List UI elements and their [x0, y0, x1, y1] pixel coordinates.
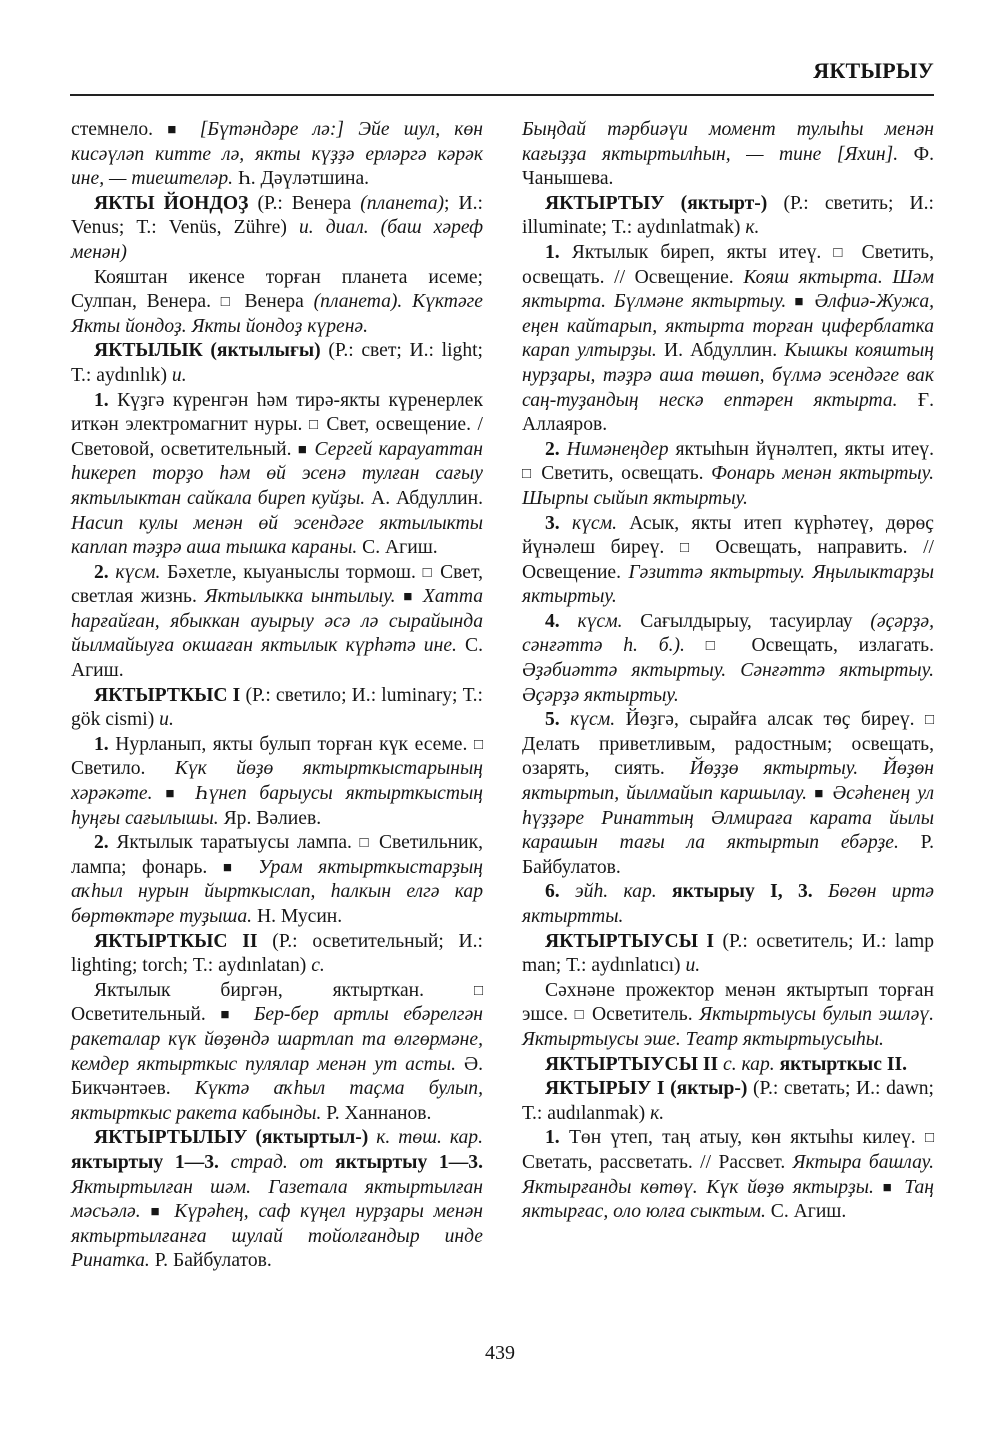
headword: ЯКТЫЛЫК (яктылығы): [94, 340, 321, 362]
right-column: [522, 118, 934, 1225]
translation-marker-icon: □: [473, 982, 483, 999]
translation-marker-icon: □: [473, 736, 483, 753]
headword: ЯКТЫРЫУ I (яктыр-): [545, 1078, 748, 1100]
italic-text: (планета). Күктәге Якты йондоҙ. Якты йондоҙ күренә.: [71, 291, 483, 337]
headword: 2.: [94, 561, 109, 583]
text: Ғ. Аллаяров.: [522, 389, 934, 436]
italic-text: Яктылыкка ынтылыу.: [204, 586, 396, 608]
italic-text: Күк йөҙө яктырткыстарының хәрәкәте.: [71, 758, 483, 805]
dictionary-paragraph: [522, 610, 934, 708]
text: Төн үтеп, таң атыу, көн яктыһы килеү.: [559, 1127, 925, 1149]
text: Нурланып, якты булып торған күк есеме.: [108, 733, 474, 755]
example-marker-icon: ■: [165, 786, 183, 803]
text: Венера: [234, 291, 314, 313]
headword: яктырткыс II.: [774, 1053, 907, 1075]
dictionary-paragraph: [71, 930, 483, 979]
italic-text: Урам яктырткыстарҙың аҡһыл нурын йырткыслап, һалкын елгә кар бөртөктәре туҙыша.: [71, 856, 484, 927]
dictionary-paragraph: [522, 1126, 934, 1224]
dictionary-paragraph: [71, 266, 483, 340]
dictionary-paragraph: [522, 1077, 934, 1126]
italic-text: и.: [171, 364, 187, 386]
text: Ф. Чанышева.: [522, 143, 935, 190]
italic-text: (әҫәрҙә, сәнғәттә һ. б.).: [522, 610, 934, 657]
italic-text: Әлфиә-Жужа, еңен кайтарып, яктырта торған циферблатка карап ултырҙы.: [522, 291, 935, 362]
dictionary-paragraph: [522, 438, 934, 512]
italic-text: с.: [311, 955, 325, 977]
dictionary-paragraph: [522, 1053, 934, 1078]
italic-text: күсм.: [559, 610, 623, 632]
italic-text: Бөгөн иртә яктыртты.: [522, 881, 934, 927]
italic-text: Гәзиттә яктыртыу. Яңылыктарҙы яктыртыу.: [522, 561, 934, 608]
text: Н. Мусин.: [252, 906, 343, 927]
dictionary-paragraph: [71, 389, 483, 561]
text: [874, 1177, 883, 1198]
text: Асык, якты итеп күрһәтеү, дөрөҫ йүнәлеш биреү.: [522, 512, 934, 559]
text: Свет, освещение. / Световой, осветительный.: [71, 414, 484, 460]
italic-text: Яктыртыусы булып эшләү. Яктыртыусы эше. Театр яктыртыусыһы.: [522, 1004, 934, 1050]
text: Күҙгә күренгән һәм тирә-якты күренерлек иткән электромагнит нуры.: [71, 389, 483, 436]
translation-marker-icon: □: [924, 1130, 934, 1147]
italic-text: Яктыра башлау. Яктырғанды көтөү. Күк йөҙө яктырҙы.: [522, 1151, 934, 1198]
text: Р. Байбулатов.: [149, 1250, 272, 1272]
text: С. Агиш.: [765, 1201, 847, 1223]
headword: яктыртыу 1—3.: [323, 1151, 484, 1173]
translation-marker-icon: □: [359, 835, 372, 852]
text: С. Агиш.: [71, 635, 484, 682]
text: Светильник, лампа; фонарь.: [71, 832, 484, 878]
text: С. Агиш.: [357, 537, 438, 559]
text: Освещать, излагать.: [730, 635, 934, 657]
text: Һ. Дәүләтшина.: [233, 168, 370, 190]
italic-text: Таң яктырғас, оло юлға сыктым.: [522, 1176, 934, 1223]
text: Яктылык таратыусы лампа.: [108, 832, 360, 854]
headword: ЯКТЫРТЫУ (яктырт-): [545, 192, 768, 214]
italic-text: Йөҙҙө яктыртыу. Йөҙөн яктыртып, йылмайып каршылау.: [522, 758, 934, 805]
text: Йөҙгә, сырайға алсак төҫ биреү.: [615, 709, 925, 731]
translation-marker-icon: □: [833, 244, 850, 261]
italic-text: и.: [159, 709, 174, 731]
italic-text: Бер-бер артлы ебәрелгән ракеталар күк йөҙөндә шартлап та өлгөрмәне, кемдер яктырткыс пулялар менән ут асты.: [71, 1004, 483, 1075]
headword: 6.: [545, 881, 560, 903]
page-number: 439: [485, 1342, 515, 1364]
italic-text: Әҙәбиәттә яктыртыу. Сәнғәттә яктыртыу. Әҫәрҙә яктыртыу.: [522, 660, 934, 706]
italic-text: с. кар.: [718, 1053, 775, 1075]
italic-text: Кышкы кояштың нурҙары, тәҙрә аша төшөп, бүлмә эсендәге вак саң-туҙандың нескә ептәрен яктырта.: [522, 340, 934, 411]
example-marker-icon: ■: [150, 1204, 165, 1221]
text: ; И.: Venus; Т.: Venüs, Zühre): [71, 192, 483, 239]
italic-text: күсм.: [559, 512, 618, 534]
headword: 5.: [545, 709, 560, 731]
italic-text: Фонарь менән яктыртыу. Шырпы сыйып яктыртыу.: [522, 463, 934, 509]
text: Делать приветливым, радостным; освещать, озарять, сиять.: [522, 733, 934, 780]
headword: 1.: [94, 733, 109, 755]
text: Сәхнәне прожектор менән яктыртып торған эшсе.: [522, 979, 934, 1026]
text: (Р.: Венера: [248, 192, 361, 214]
italic-text: Яктыртылған шәм. Газетала яктыртылған мәсьәлә.: [71, 1176, 483, 1223]
dictionary-paragraph: [71, 733, 483, 831]
italic-text: эйһ. кар.: [559, 881, 657, 903]
italic-text: күсм.: [108, 561, 161, 583]
text: [153, 783, 166, 804]
text: Освещать, направить. // Освещение.: [522, 537, 934, 583]
italic-text: Сергей карауаттан һикереп торҙо һәм өй эсенә тулған сағыу яктылыктан сайкала биреп куйҙы.: [71, 438, 483, 509]
text: Яр. Вәлиев.: [218, 807, 322, 829]
text: Светать, рассветать. // Рассвет.: [522, 1151, 793, 1173]
italic-text: Күктә аҡһыл таҫма булып, яктырткыс ракета кабынды.: [71, 1078, 483, 1124]
headword: ЯКТЫ ЙОНДОҘ: [94, 192, 249, 214]
dictionary-paragraph: [71, 118, 483, 192]
header-rule: [70, 94, 934, 96]
text: И. Абдуллин.: [656, 340, 785, 362]
italic-text: [Бүтәндәре лә:] Эйе шул, көн кисәүләп китте лә, якты күҙҙә ерләргә кәрәк ине, — тиештеләр.: [71, 119, 483, 190]
running-head: ЯКТЫРЫУ: [813, 58, 934, 83]
text: (Р.: свет; И.: light; Т.: aydınlık): [71, 340, 483, 386]
headword: 1.: [545, 1127, 560, 1149]
italic-text: и.: [685, 955, 701, 977]
text: Сағылдырыу, тасуирлау: [622, 610, 871, 632]
translation-marker-icon: □: [705, 638, 731, 655]
text: Кояштан икенсе торған планета исеме; Сулпан, Венера.: [71, 266, 483, 313]
headword: яктыртыу 1—3.: [71, 1151, 219, 1173]
example-marker-icon: ■: [882, 1179, 896, 1196]
italic-text: и. диал. (баш хәреф менән): [71, 217, 483, 263]
text: (Р.: осветитель; И.: lamp man; Т.: aydınlatıcı): [522, 930, 934, 977]
dictionary-paragraph: [522, 241, 934, 438]
text: Светило.: [71, 758, 175, 780]
italic-text: к.: [650, 1102, 665, 1124]
headword: 2.: [94, 832, 109, 854]
example-marker-icon: ■: [403, 589, 416, 606]
translation-marker-icon: □: [574, 1007, 586, 1024]
italic-text: (планета): [360, 192, 445, 214]
text: яктыһын йүнәлтеп, якты итеү.: [668, 438, 935, 460]
italic-text: күсм.: [559, 709, 616, 731]
headword: 1.: [545, 241, 560, 263]
headword: ЯКТЫРТКЫС I: [94, 684, 241, 706]
example-marker-icon: ■: [167, 122, 186, 138]
italic-text: Кояш яктырта. Шәм яктырта. Бүлмәне яктыртыу.: [522, 266, 934, 313]
text: Светить, освещать.: [533, 463, 712, 485]
dictionary-paragraph: [71, 831, 483, 929]
text: [685, 635, 706, 656]
example-marker-icon: ■: [222, 859, 243, 876]
dictionary-paragraph: [522, 979, 934, 1053]
text: Светить, освещать. // Освещение.: [522, 241, 934, 288]
text: стемнело.: [71, 119, 168, 140]
headword: ЯКТЫРТЫЛЫУ (яктыртыл-): [94, 1127, 369, 1149]
headword: 4.: [545, 610, 560, 632]
italic-text: Быңдай тәрбиәүи момент тулыһы менән кағыҙҙа яктыртылһын, — тине [Яхин].: [522, 119, 934, 165]
headword: 3.: [545, 512, 560, 534]
text: Яктылык биреп, якты итеү.: [559, 241, 834, 263]
dictionary-paragraph: [522, 930, 934, 979]
dictionary-paragraph: [522, 880, 934, 929]
example-marker-icon: ■: [814, 786, 826, 803]
translation-marker-icon: □: [309, 417, 320, 434]
headword: ЯКТЫРТКЫС II: [94, 930, 258, 952]
text: (Р.: осветительный; И.: lighting; torch; Т.: aydınlatan): [71, 930, 483, 977]
translation-marker-icon: □: [522, 466, 534, 483]
text: Осветитель.: [585, 1004, 700, 1026]
dictionary-paragraph: [522, 708, 934, 880]
text: (Р.: светать; И.: dawn; Т.: audılanmak): [522, 1078, 934, 1124]
dictionary-paragraph: [522, 192, 934, 241]
translation-marker-icon: □: [924, 712, 935, 729]
dictionary-paragraph: [522, 118, 934, 192]
italic-text: Һүнеп барыусы яктырткыстың һуңғы сағылышы.: [71, 783, 484, 829]
text: Яктылык биргән, яктырткан.: [94, 979, 474, 1001]
headword: 2.: [545, 438, 560, 460]
text: А. Абдуллин.: [365, 487, 484, 509]
text: [141, 1201, 151, 1222]
text: Р. Байбулатов.: [522, 832, 935, 878]
dictionary-paragraph: [71, 192, 483, 266]
italic-text: Насип кулы менән өй эсендәге яктылыкты каплап тәҙрә аша тышка караны.: [71, 512, 483, 559]
dictionary-paragraph: [71, 684, 483, 733]
dictionary-paragraph: [71, 561, 483, 684]
dictionary-paragraph: [71, 979, 483, 1127]
dictionary-paragraph: [522, 512, 934, 610]
italic-text: к.: [745, 217, 760, 239]
headword: ЯКТЫРТЫУСЫ II: [545, 1053, 719, 1075]
text: (Р.: светило; И.: luminary; Т.: gök cismi): [71, 684, 483, 731]
italic-text: Күрәһең, саф күңел нурҙары менән яктыртылғанға шулай тойолғандыр инде Ринатка.: [71, 1201, 483, 1272]
translation-marker-icon: □: [220, 294, 235, 311]
dictionary-paragraph: [71, 339, 483, 388]
italic-text: Хатта һарғайған, ябыккан ауырыу әсә лә сырайында йылмайыуға окшаған яктылык күрһәтә ине.: [71, 586, 484, 657]
italic-text: страд. от: [218, 1151, 324, 1173]
italic-text: Әсәһенең ул һүҙҙәре Ринаттың Әлмираға карата йылы карашын тағы ла яктыртып ебәрҙе.: [522, 783, 934, 854]
text: Осветительный.: [71, 1004, 221, 1026]
italic-text: к. төш. кар.: [368, 1127, 483, 1149]
left-column: [71, 118, 483, 1274]
example-marker-icon: ■: [220, 1007, 240, 1024]
headword: ЯКТЫРТЫУСЫ I: [545, 930, 715, 952]
example-marker-icon: ■: [794, 294, 807, 311]
text: Бәхетле, кыуаныслы тормош.: [160, 561, 423, 583]
text: (Р.: светить; И.: illuminate; Т.: aydınlatmak): [522, 192, 934, 239]
text: Свет, светлая жизнь.: [71, 561, 483, 608]
translation-marker-icon: □: [679, 540, 700, 557]
text: Ә. Бикчәнтәев.: [71, 1053, 483, 1100]
headword: яктырыу I, 3.: [656, 881, 813, 903]
example-marker-icon: ■: [297, 441, 309, 458]
translation-marker-icon: □: [422, 564, 434, 581]
italic-text: Нимәнеңдер: [559, 438, 669, 460]
dictionary-paragraph: [71, 1126, 483, 1274]
text: Р. Ханнанов.: [321, 1102, 432, 1124]
headword: 1.: [94, 389, 109, 411]
